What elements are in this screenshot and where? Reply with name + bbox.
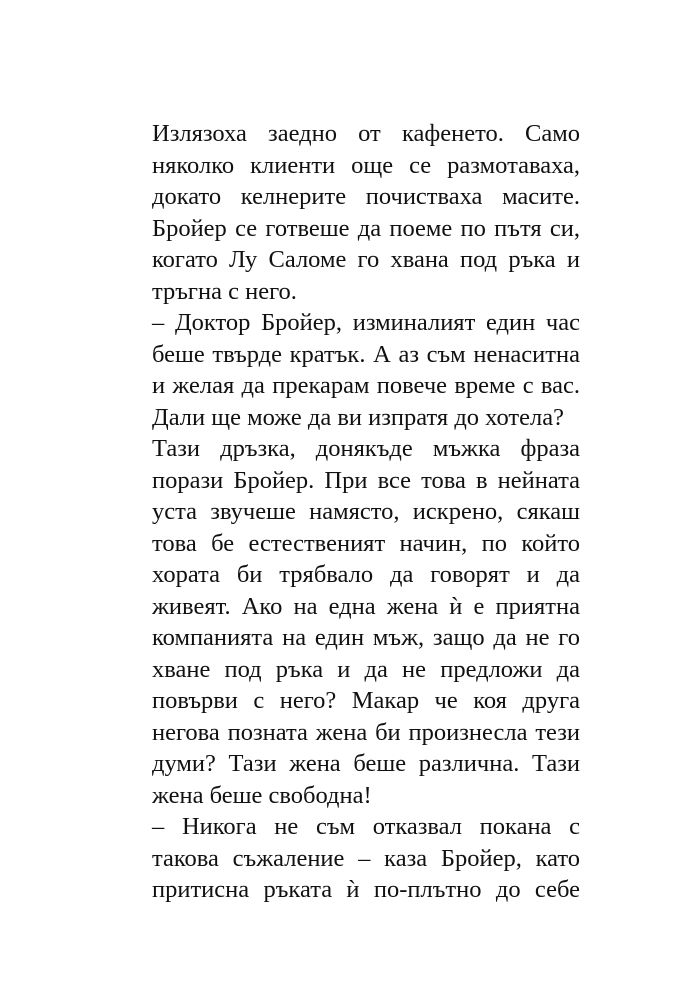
text-line: Тази дръзка, донякъде мъжка фраза [152, 435, 580, 462]
paragraph-1 [130, 118, 580, 307]
paragraph-3 [130, 433, 580, 811]
body-text [130, 118, 580, 906]
text-line: хване под ръка и да не предложи да [152, 655, 580, 683]
text-line: живеят. Ако на една жена ѝ е приятна [152, 592, 580, 620]
text-line: притисна ръката ѝ по-плътно до себе [152, 876, 580, 903]
text-line: беше твърде кратък. А аз съм ненаситна [152, 340, 580, 368]
text-line: докато келнерите почистваха масите. [152, 183, 580, 210]
text-line: такова съжаление – каза Бройер, като [152, 844, 580, 872]
text-line: когато Лу Саломе го хвана под ръка и [152, 246, 580, 273]
paragraph-4 [130, 811, 580, 906]
text-line: и желая да прекарам повече време с вас. [152, 372, 580, 399]
paragraph-2 [130, 307, 580, 433]
text-line: порази Бройер. При все това в нейната [152, 466, 580, 494]
text-line: Дали ще може да ви изпратя до хотела? [152, 403, 564, 431]
text-line: това бе естественият начин, по който [152, 529, 580, 557]
text-line: Бройер се готвеше да поеме по пътя си, [152, 214, 580, 242]
text-line: няколко клиенти още се размотаваха, [152, 151, 580, 179]
text-line: тръгна с него. [152, 277, 297, 305]
text-line: Излязоха заедно от кафенето. Само [152, 120, 580, 147]
text-line: – Никога не съм отказвал покана с [152, 813, 580, 840]
text-line: негова позната жена би произнесла тези [152, 718, 580, 746]
text-line: хората би трябвало да говорят и да [152, 561, 580, 588]
text-line: повърви с него? Макар че коя друга [152, 687, 580, 714]
text-line: уста звучеше намясто, искрено, сякаш [152, 498, 580, 525]
text-line: – Доктор Бройер, изминалият един час [152, 309, 580, 336]
text-line: думи? Тази жена беше различна. Тази [152, 750, 580, 777]
text-line: компанията на един мъж, защо да не го [152, 624, 580, 651]
text-line: жена беше свободна! [152, 781, 372, 809]
